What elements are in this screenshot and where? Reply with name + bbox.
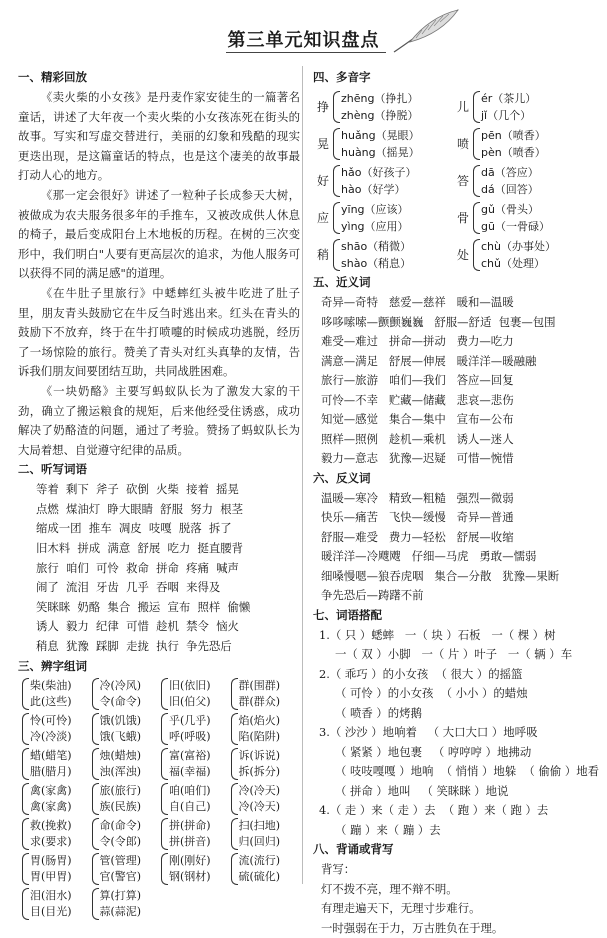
pair-word: 冷(冷天) bbox=[239, 799, 281, 815]
reading-line: ér（茶儿） bbox=[481, 90, 536, 107]
brace-mark bbox=[473, 239, 480, 271]
word-line: 笑眯眯 奶酪 集合 搬运 宣布 照样 偷懒 bbox=[18, 598, 300, 618]
reading-line: yìng（应用） bbox=[341, 218, 409, 235]
reading-lines bbox=[481, 238, 556, 272]
reading-lines bbox=[341, 201, 409, 235]
reading-line: shào（稍息） bbox=[341, 255, 411, 272]
pair-word: 令(令郎) bbox=[100, 834, 142, 850]
pair-word: 群(围群) bbox=[239, 678, 281, 694]
pair-word: 咱(咱们) bbox=[169, 783, 211, 799]
pair-word: 此(这些) bbox=[30, 694, 72, 710]
pair-word: 蒜(蒜泥) bbox=[100, 904, 142, 920]
right-column bbox=[313, 68, 597, 938]
reading-line: dá（回答） bbox=[481, 181, 539, 198]
polyphone-char: 儿 bbox=[457, 98, 473, 115]
pair-word: 泪(泪水) bbox=[30, 888, 72, 904]
pair-word: 求(要求) bbox=[30, 834, 72, 850]
reading-line: zhèng（挣脱） bbox=[341, 107, 418, 124]
pair-word: 刚(刚好) bbox=[169, 853, 211, 869]
word-line: 等着 剩下 斧子 砍倒 火柴 接着 摇晃 bbox=[18, 480, 300, 500]
brace-mark bbox=[161, 818, 168, 850]
brace-mark bbox=[473, 202, 480, 234]
pair-word: 拼(拼命) bbox=[169, 818, 211, 834]
pair-lines bbox=[239, 678, 281, 710]
antonym-line: 暖洋洋—冷飕飕 仔细—马虎 勇敢—懦弱 bbox=[313, 547, 597, 567]
character-pair bbox=[231, 817, 301, 852]
pair-word: 目(目光) bbox=[30, 904, 72, 920]
polyphone-item bbox=[457, 162, 597, 199]
word-line: 缩成一团 推车 凋皮 吱嘎 脱落 拆了 bbox=[18, 519, 300, 539]
pair-lines bbox=[100, 783, 142, 815]
pair-lines bbox=[30, 713, 72, 745]
collocation-line: 2.（ 乖巧 ）的小女孩 （ 很大 ）的摇篮 bbox=[313, 665, 597, 685]
character-pair bbox=[92, 852, 162, 887]
character-pair bbox=[92, 712, 162, 747]
character-pair bbox=[22, 677, 92, 712]
recite-line: 有理走遍天下，无理寸步难行。 bbox=[313, 899, 597, 919]
pair-lines bbox=[100, 713, 142, 745]
pair-lines bbox=[169, 818, 211, 850]
pair-lines bbox=[239, 783, 281, 815]
collocation-line: 1.（ 只 ）蟋蟀 一（ 块 ）石板 一（ 棵 ）树 bbox=[313, 626, 597, 646]
reading-line: pēn（喷香） bbox=[481, 127, 546, 144]
brace-mark bbox=[231, 678, 238, 710]
brace-mark bbox=[22, 818, 29, 850]
brace-mark bbox=[92, 678, 99, 710]
pair-word: 焰(焰火) bbox=[239, 713, 281, 729]
pair-word: 饿(飞蛾) bbox=[100, 729, 142, 745]
collocation-line: （ 紧紧 ）地包裹 （ 哼哼哼 ）地拂动 bbox=[313, 743, 597, 763]
pair-word: 族(民族) bbox=[100, 799, 142, 815]
reading-line: yīng（应该） bbox=[341, 201, 409, 218]
brace-mark bbox=[333, 202, 340, 234]
pair-lines bbox=[239, 818, 281, 850]
character-pair bbox=[161, 817, 231, 852]
word-line: 点燃 煤油灯 睁大眼睛 舒服 努力 根茎 bbox=[18, 500, 300, 520]
pair-word: 硫(硫化) bbox=[239, 869, 281, 885]
character-pair bbox=[92, 677, 162, 712]
character-pair bbox=[22, 747, 92, 782]
character-pair bbox=[231, 747, 301, 782]
brace-mark bbox=[92, 748, 99, 780]
pair-lines bbox=[239, 713, 281, 745]
summary-paragraph: 《在牛肚子里旅行》中蟋蟀红头被牛吃进了肚子里，朋友青头鼓励它在牛反刍时逃出来。红头在青头的鼓励下不放弃，终于在牛打喷嚏的时候成功逃脱，经历了一场惊险的旅行。赞美了青头对红头真挚的友情，告诉我们朋友间要团结互助，共同战胜困难。 bbox=[18, 284, 300, 382]
pair-word: 饿(饥饿) bbox=[100, 713, 142, 729]
pair-word: 拆(拆分) bbox=[239, 764, 281, 780]
collocation-line: （ 吱吱嘎嘎 ）地响 （ 悄悄 ）地躲 （ 偷偷 ）地看 bbox=[313, 762, 597, 782]
polyphone-char: 晃 bbox=[317, 135, 333, 152]
antonym-line: 争先恐后—踌躇不前 bbox=[313, 586, 597, 606]
pair-word: 冷(冷天) bbox=[239, 783, 281, 799]
character-pair bbox=[22, 712, 92, 747]
reading-line: hào（好学） bbox=[341, 181, 416, 198]
word-line: 旅行 咱们 可怜 救命 拼命 疼痛 喊声 bbox=[18, 559, 300, 579]
polyphone-char: 骨 bbox=[457, 209, 473, 226]
brace-mark bbox=[333, 91, 340, 123]
synonym-list bbox=[313, 293, 597, 469]
pair-lines bbox=[169, 853, 211, 885]
collocation-line: （ 蹦 ）来（ 蹦 ）去 bbox=[313, 821, 597, 841]
reading-line: hǎo（好孩子） bbox=[341, 164, 416, 181]
reading-line: shāo（稍微） bbox=[341, 238, 411, 255]
polyphone-char: 答 bbox=[457, 172, 473, 189]
pair-word: 呼(呼吸) bbox=[169, 729, 211, 745]
brace-mark bbox=[161, 748, 168, 780]
pair-word: 群(群众) bbox=[239, 694, 281, 710]
polyphone-item bbox=[317, 88, 457, 125]
pair-word: 禽(家禽) bbox=[30, 783, 72, 799]
character-pair bbox=[161, 782, 231, 817]
reading-line: zhēng（挣扎） bbox=[341, 90, 418, 107]
summary-paragraph: 《一块奶酪》主要写蚂蚁队长为了激发大家的干劲，确立了搬运粮食的规矩，后来他经受住诱惑，成功解决了奶酪渣的问题，通过了考验。赞扬了蚂蚁队长为大局着想、自觉遵守纪律的品质。 bbox=[18, 382, 300, 460]
character-pair bbox=[22, 817, 92, 852]
brace-mark bbox=[231, 713, 238, 745]
reading-lines bbox=[481, 127, 546, 161]
pair-word: 流(流行) bbox=[239, 853, 281, 869]
character-pair bbox=[231, 712, 301, 747]
reading-line: gǔ（骨头） bbox=[481, 201, 550, 218]
character-pair bbox=[22, 887, 92, 922]
pair-word: 扫(扫地) bbox=[239, 818, 281, 834]
recite-line: 一时强弱在于力，万古胜负在于理。 bbox=[313, 919, 597, 938]
reading-line: chù（办事处） bbox=[481, 238, 556, 255]
brace-mark bbox=[231, 748, 238, 780]
brace-mark bbox=[92, 713, 99, 745]
pair-word: 命(命令) bbox=[100, 818, 142, 834]
polyphone-char: 处 bbox=[457, 246, 473, 263]
section-heading: 二、听写词语 bbox=[18, 461, 300, 477]
collocation-line: （ 拼命 ）地叫 （ 笑眯眯 ）地说 bbox=[313, 782, 597, 802]
polyphone-grid bbox=[317, 88, 597, 273]
dictation-word-list bbox=[18, 480, 300, 656]
brace-mark bbox=[22, 853, 29, 885]
pair-word: 冷(冷风) bbox=[100, 678, 142, 694]
pair-word: 钢(钢材) bbox=[169, 869, 211, 885]
reading-line: pèn（喷香） bbox=[481, 144, 546, 161]
polyphone-item bbox=[317, 236, 457, 273]
polyphone-char: 稍 bbox=[317, 246, 333, 263]
pair-lines bbox=[30, 818, 72, 850]
recite-block bbox=[313, 860, 597, 938]
reading-line: chǔ（处理） bbox=[481, 255, 556, 272]
character-pair bbox=[92, 817, 162, 852]
character-pair bbox=[231, 852, 301, 887]
brace-mark bbox=[22, 713, 29, 745]
pair-lines bbox=[239, 853, 281, 885]
pair-lines bbox=[100, 888, 142, 920]
pair-word: 旧(依旧) bbox=[169, 678, 211, 694]
pair-word: 旧(伯父) bbox=[169, 694, 211, 710]
synonym-line: 可怜—不幸 贮藏—储藏 悲哀—悲伤 bbox=[313, 391, 597, 411]
pair-word: 官(警官) bbox=[100, 869, 142, 885]
reading-lines bbox=[341, 238, 411, 272]
character-pair bbox=[161, 712, 231, 747]
reading-lines bbox=[481, 164, 539, 198]
synonym-line: 哆哆嗦嗦—颤颤巍巍 舒服—舒适 包裹—包围 bbox=[313, 313, 597, 333]
section-heading: 六、反义词 bbox=[313, 470, 597, 486]
reading-line: jǐ（几个） bbox=[481, 107, 536, 124]
pair-word: 胃(甲胃) bbox=[30, 869, 72, 885]
pair-word: 自(自己) bbox=[169, 799, 211, 815]
reading-line: huǎng（晃眼） bbox=[341, 127, 420, 144]
synonym-line: 知觉—感觉 集合—集中 宣布—公布 bbox=[313, 410, 597, 430]
polyphone-item bbox=[317, 199, 457, 236]
summary-paragraph: 《那一定会很好》讲述了一粒种子长成参天大树，被做成为农夫服务很多年的手推车，又被改成供人休息的椅子，最后变成阳台上木地板的历程。在树的三次变形中，我们明白"人要有更高层次的追求，为他人服务可以获得不同的满足感"的道理。 bbox=[18, 186, 300, 284]
pair-word: 管(管理) bbox=[100, 853, 142, 869]
pair-word: 拼(拼音) bbox=[169, 834, 211, 850]
recite-line: 灯不拨不亮，理不辩不明。 bbox=[313, 880, 597, 900]
character-pair-grid bbox=[22, 677, 300, 922]
brace-mark bbox=[333, 239, 340, 271]
antonym-line: 舒服—难受 费力—轻松 舒展—收缩 bbox=[313, 528, 597, 548]
pair-word: 怜(可怜) bbox=[30, 713, 72, 729]
summary-paragraph: 《卖火柴的小女孩》是丹麦作家安徒生的一篇著名童话，讲述了大年夜一个卖火柴的小女孩冻死在街头的故事。写实和写虚交替进行，美丽的幻象和残酷的现实更迭出现，是这篇童话的特点，也是这个凄美的故事最打动人心的地方。 bbox=[18, 88, 300, 186]
word-line: 旧木料 拼成 满意 舒展 吃力 挺直腰背 bbox=[18, 539, 300, 559]
polyphone-item bbox=[457, 88, 597, 125]
pair-word: 救(挽救) bbox=[30, 818, 72, 834]
brace-mark bbox=[231, 818, 238, 850]
antonym-list bbox=[313, 489, 597, 606]
pair-word: 旅(旅行) bbox=[100, 783, 142, 799]
reading-line: dā（答应） bbox=[481, 164, 539, 181]
word-line: 稍息 犹豫 踩脚 走拢 执行 争先恐后 bbox=[18, 637, 300, 657]
synonym-line: 毅力—意志 犹豫—迟疑 可惜—惋惜 bbox=[313, 449, 597, 469]
synonym-line: 难受—难过 拼命—拼动 费力—吃力 bbox=[313, 332, 597, 352]
title-underline bbox=[226, 52, 386, 53]
brace-mark bbox=[333, 128, 340, 160]
brace-mark bbox=[161, 783, 168, 815]
pair-lines bbox=[169, 678, 211, 710]
polyphone-item bbox=[457, 236, 597, 273]
pair-lines bbox=[100, 818, 142, 850]
pair-lines bbox=[30, 783, 72, 815]
brace-mark bbox=[231, 783, 238, 815]
reading-lines bbox=[341, 127, 420, 161]
pair-word: 归(回归) bbox=[239, 834, 281, 850]
pair-word: 福(幸福) bbox=[169, 764, 211, 780]
pair-word: 禽(家禽) bbox=[30, 799, 72, 815]
pair-word: 柴(柴油) bbox=[30, 678, 72, 694]
polyphone-char: 应 bbox=[317, 209, 333, 226]
synonym-line: 旅行—旅游 咱们—我们 答应—回复 bbox=[313, 371, 597, 391]
section-heading: 八、背诵或背写 bbox=[313, 841, 597, 857]
pair-lines bbox=[169, 783, 211, 815]
polyphone-char: 挣 bbox=[317, 98, 333, 115]
collocation-line: （ 喷香 ）的烤鹅 bbox=[313, 704, 597, 724]
character-pair bbox=[92, 782, 162, 817]
character-pair bbox=[231, 782, 301, 817]
synonym-line: 照样—照例 趁机—乘机 诱人—迷人 bbox=[313, 430, 597, 450]
pair-word: 陷(陷阱) bbox=[239, 729, 281, 745]
polyphone-item bbox=[457, 125, 597, 162]
character-pair bbox=[92, 887, 162, 922]
character-pair bbox=[161, 747, 231, 782]
section-heading: 一、精彩回放 bbox=[18, 69, 300, 85]
reading-lines bbox=[341, 164, 416, 198]
synonym-line: 奇异—奇特 慈爱—慈祥 暖和—温暖 bbox=[313, 293, 597, 313]
pair-word: 浊(浑浊) bbox=[100, 764, 142, 780]
collocation-line: （ 可怜 ）的小女孩 （ 小小 ）的蜡烛 bbox=[313, 684, 597, 704]
brace-mark bbox=[92, 818, 99, 850]
collocation-list bbox=[313, 626, 597, 841]
collocation-line: 4.（ 走 ）来（ 走 ）去 （ 跑 ）来（ 跑 ）去 bbox=[313, 801, 597, 821]
reading-lines bbox=[481, 90, 536, 124]
column-divider bbox=[302, 66, 303, 884]
character-pair bbox=[22, 852, 92, 887]
brace-mark bbox=[333, 165, 340, 197]
pair-word: 富(富裕) bbox=[169, 748, 211, 764]
pair-lines bbox=[30, 888, 72, 920]
polyphone-item bbox=[317, 162, 457, 199]
brace-mark bbox=[161, 678, 168, 710]
section-heading: 四、多音字 bbox=[313, 69, 597, 85]
recite-line: 背写： bbox=[313, 860, 597, 880]
character-pair bbox=[161, 852, 231, 887]
polyphone-item bbox=[317, 125, 457, 162]
brace-mark bbox=[231, 853, 238, 885]
antonym-line: 快乐—痛苦 飞快—缓慢 奇异—普通 bbox=[313, 508, 597, 528]
pair-word: 令(命令) bbox=[100, 694, 142, 710]
brace-mark bbox=[22, 783, 29, 815]
pair-word: 冷(冷淡) bbox=[30, 729, 72, 745]
left-column bbox=[18, 68, 300, 922]
pair-lines bbox=[30, 748, 72, 780]
brace-mark bbox=[22, 888, 29, 920]
brace-mark bbox=[161, 713, 168, 745]
pair-word: 算(打算) bbox=[100, 888, 142, 904]
pair-word: 乎(几乎) bbox=[169, 713, 211, 729]
character-pair bbox=[231, 677, 301, 712]
brace-mark bbox=[473, 128, 480, 160]
reading-lines bbox=[341, 90, 418, 124]
brace-mark bbox=[92, 783, 99, 815]
pair-lines bbox=[169, 748, 211, 780]
synonym-line: 满意—满足 舒展—伸展 暖洋洋—暖融融 bbox=[313, 352, 597, 372]
character-pair bbox=[22, 782, 92, 817]
reading-lines bbox=[481, 201, 550, 235]
reading-line: gū（一骨碌） bbox=[481, 218, 550, 235]
pair-lines bbox=[169, 713, 211, 745]
section-heading: 七、词语搭配 bbox=[313, 607, 597, 623]
section-heading: 五、近义词 bbox=[313, 274, 597, 290]
pair-word: 蜡(蜡笔) bbox=[30, 748, 72, 764]
pair-lines bbox=[100, 748, 142, 780]
word-line: 诱人 毅力 纪律 可惜 趁机 禁令 恼火 bbox=[18, 617, 300, 637]
pair-word: 胃(肠胃) bbox=[30, 853, 72, 869]
word-line: 闹了 流泪 牙齿 几乎 吞咽 来得及 bbox=[18, 578, 300, 598]
brace-mark bbox=[22, 678, 29, 710]
brace-mark bbox=[92, 853, 99, 885]
section-heading: 三、辨字组词 bbox=[18, 658, 300, 674]
pair-lines bbox=[30, 678, 72, 710]
collocation-line: 一（ 双 ）小脚 一（ 片 ）叶子 一（ 辆 ）车 bbox=[313, 645, 597, 665]
pair-lines bbox=[239, 748, 281, 780]
polyphone-char: 喷 bbox=[457, 135, 473, 152]
character-pair bbox=[161, 677, 231, 712]
pair-lines bbox=[100, 678, 142, 710]
reading-line: huàng（摇晃） bbox=[341, 144, 420, 161]
brace-mark bbox=[473, 91, 480, 123]
pair-word: 烛(蜡烛) bbox=[100, 748, 142, 764]
character-pair bbox=[92, 747, 162, 782]
brace-mark bbox=[161, 853, 168, 885]
page-title: 第三单元知识盘点 bbox=[0, 26, 607, 52]
polyphone-item bbox=[457, 199, 597, 236]
pair-lines bbox=[100, 853, 142, 885]
pair-word: 诉(诉说) bbox=[239, 748, 281, 764]
pair-word: 腊(腊月) bbox=[30, 764, 72, 780]
antonym-line: 细嗓慢嗯—狼吞虎咽 集合—分散 犹豫—果断 bbox=[313, 567, 597, 587]
collocation-line: 3.（ 沙沙 ）地响着 （ 大口大口 ）地呼吸 bbox=[313, 723, 597, 743]
pair-lines bbox=[30, 853, 72, 885]
feather-icon bbox=[392, 6, 462, 56]
brace-mark bbox=[473, 165, 480, 197]
brace-mark bbox=[22, 748, 29, 780]
antonym-line: 温暖—寒冷 精致—粗糙 强烈—微弱 bbox=[313, 489, 597, 509]
polyphone-char: 好 bbox=[317, 172, 333, 189]
brace-mark bbox=[92, 888, 99, 920]
